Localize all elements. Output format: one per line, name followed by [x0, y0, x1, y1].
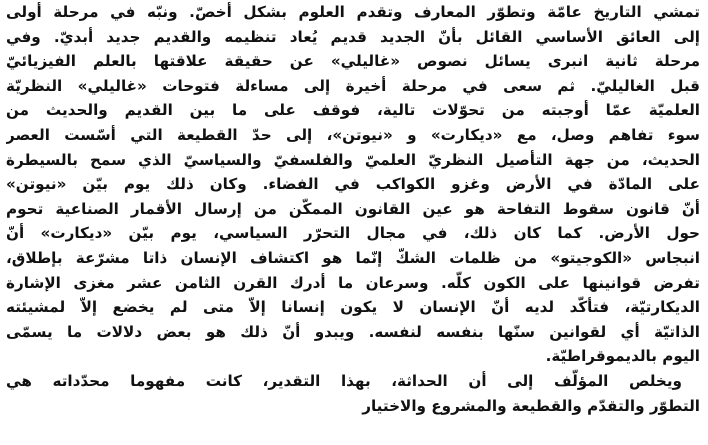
- text-line: العلميّة عمّا أوجبته من تحوّلات تالية، فوقف على ما بين القديم والحديث من: [6, 101, 700, 120]
- text-line: أنّ قانون سقوط التفاحة هو عين القانون الممكّن من إرسال الأقمار الصناعية تحوم: [6, 199, 700, 218]
- text-line: سوء تفاهم وصل، مع «ديكارت» و «نيوتن»، إلى حدّ القطيعة التي أسّست العصر: [6, 125, 700, 144]
- text-line-cut-off: التطوّر والتقدّم والقطيعة والمشروع والاختيار: [362, 396, 700, 415]
- text-line: الذاتيّة أي لقوانين سنّها بنفسه لنفسه. ويبدو أنّ ذلك هو بعض دلالات ما يسمّى: [6, 322, 700, 341]
- text-line: على المادّة في الأرض وغزو الكواكب في الفضاء. وكان ذلك يوم بيّن «نيوتن»: [6, 175, 700, 194]
- text-line: مرحلة ثانية انبرى يسائل نصوص «غاليلي» عن حقيقة علاقتها بالعلم الفيزيائيّ: [6, 52, 700, 71]
- text-line: حول الأرض. كما كان ذلك، في مجال التحرّر السياسي، يوم بيّن «ديكارت» أنّ: [6, 224, 700, 243]
- text-line: قبل الغاليليّ. ثم سعى في مرحلة أخيرة إلى مساءلة فتوحات «غاليلي» النظريّة: [6, 76, 700, 95]
- text-line: انبجاس «الكوجيتو» من ظلمات الشكّ إنّما هو اكتشاف الإنسان ذاتا مشرّعة بإطلاق،: [6, 248, 700, 267]
- text-line: تفرض قوانينها على الكون كلّه. وسرعان ما أدرك القرن الثامن عشر مغزى الإشارة: [6, 273, 700, 292]
- paragraph-start-line: ويخلص المؤلّف إلى أن الحداثة، بهذا التقدير، كانت مفهوما محدّداته هي: [6, 371, 682, 390]
- text-line: إلى العائق الأساسي القائل بأنّ الجديد قديم يُعاد تنظيمه والقديم جديد أبديّ. وفي: [6, 27, 700, 46]
- article-text: [6, 0, 700, 418]
- text-line: الديكارتيّة، فتأكّد لديه أنّ الإنسان لا يكون إنسانا إلاّ متى لم يخضع إلاّ لمشيئته: [6, 298, 700, 317]
- text-line: الحديث، من جهة التأصيل النظريّ العلميّ والفلسفيّ والسياسيّ الذي سمح بالسيطرة: [6, 150, 700, 169]
- paragraph-end-line: اليوم بالديموقراطيّة.: [545, 347, 700, 366]
- text-line: تمشي التاريخ عامّة وتطوّر المعارف وتقدم العلوم بشكل أخصّ. ونبّه في مرحلة أولى: [6, 3, 700, 21]
